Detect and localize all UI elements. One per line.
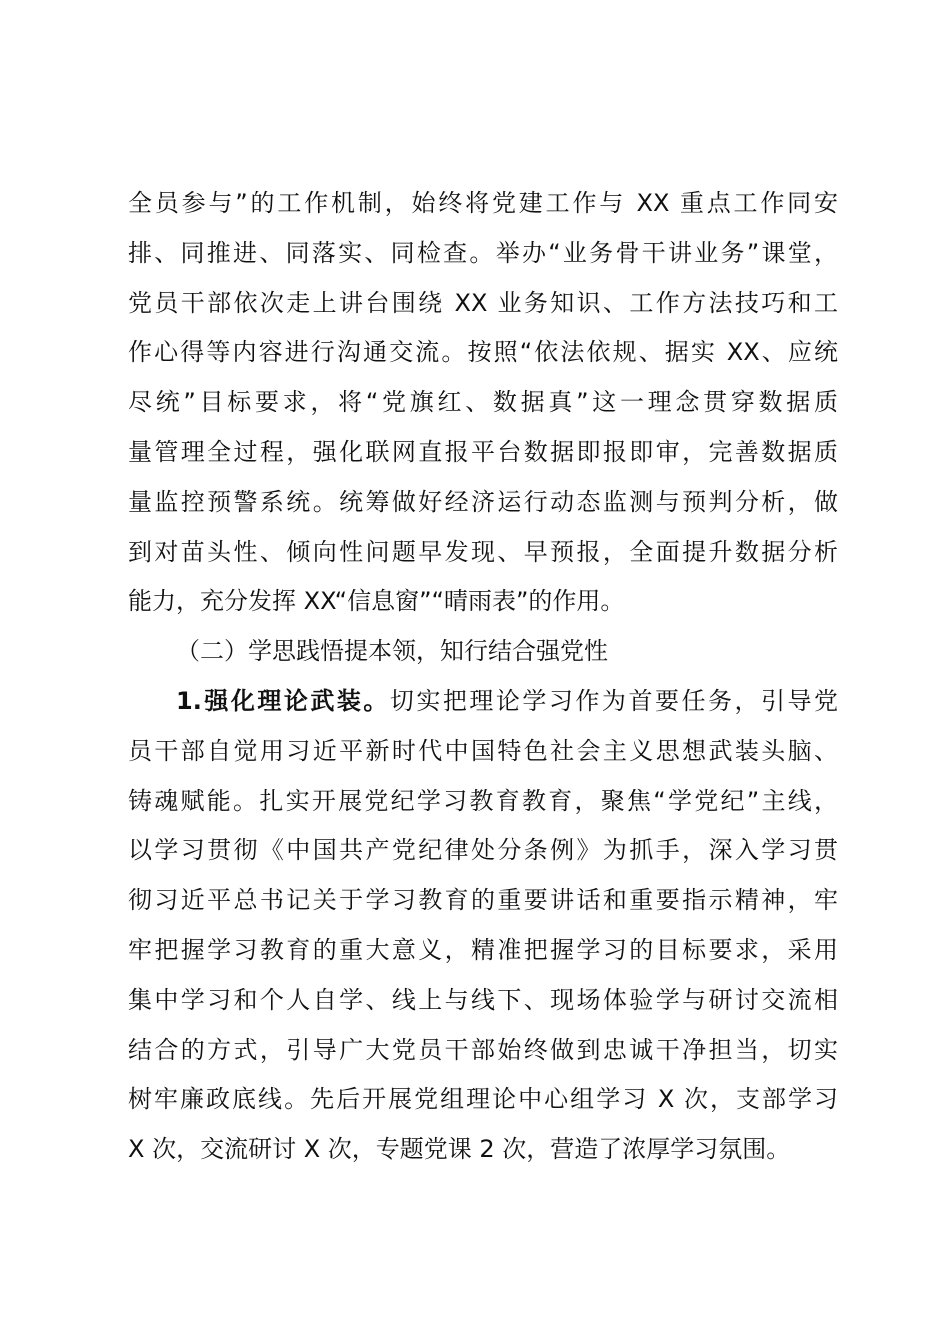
paragraph-line: 铸魂赋能。扎实开展党纪学习教育教育，聚焦“学党纪”主线， — [128, 786, 838, 815]
paragraph-line: 牢把握学习教育的重大意义，精准把握学习的目标要求，采用 — [128, 935, 838, 964]
paragraph-first-line — [128, 677, 838, 727]
paragraph-line: 树牢廉政底线。先后开展党组理论中心组学习 X 次，支部学习 — [128, 1085, 838, 1114]
paragraph-line: 排、同推进、同落实、同检查。举办“业务骨干讲业务”课堂， — [128, 238, 838, 267]
paragraph-line: 员干部自觉用习近平新时代中国特色社会主义思想武装头脑、 — [128, 736, 838, 765]
paragraph-line: 集中学习和个人自学、线上与线下、现场体验学与研讨交流相 — [128, 985, 838, 1014]
section-heading: （二）学思践悟提本领，知行结合强党性 — [176, 637, 608, 666]
paragraph-line: 量管理全过程，强化联网直报平台数据即报即审，完善数据质 — [128, 437, 838, 466]
paragraph-line: 量监控预警系统。统筹做好经济运行动态监测与预判分析，做 — [128, 487, 838, 516]
paragraph-lead: 1.强化理论武装。 — [176, 686, 390, 715]
paragraph-first-line-text: 切实把理论学习作为首要任务，引导党 — [389, 686, 838, 715]
body-text — [128, 179, 838, 1175]
paragraph-line: 党员干部依次走上讲台围绕 XX 业务知识、工作方法技巧和工 — [128, 288, 838, 317]
paragraph-line: 彻习近平总书记关于学习教育的重要讲话和重要指示精神，牢 — [128, 886, 838, 915]
paragraph-line: 以学习贯彻《中国共产党纪律处分条例》为抓手，深入学习贯 — [128, 836, 838, 865]
paragraph-line: 全员参与”的工作机制，始终将党建工作与 XX 重点工作同安 — [128, 189, 838, 217]
paragraph-line: 作心得等内容进行沟通交流。按照“依法依规、据实 XX、应统 — [128, 338, 838, 367]
paragraph-line: X 次，交流研讨 X 次，专题党课 2 次，营造了浓厚学习氛围。 — [128, 1135, 791, 1164]
paragraph-line: 结合的方式，引导广大党员干部始终做到忠诚干净担当，切实 — [128, 1035, 838, 1064]
paragraph-line: 能力，充分发挥 XX“信息窗”“晴雨表”的作用。 — [128, 587, 625, 616]
paragraph-line: 到对苗头性、倾向性问题早发现、早预报，全面提升数据分析 — [128, 537, 838, 566]
paragraph-line: 尽统”目标要求，将“党旗红、数据真”这一理念贯穿数据质 — [128, 388, 838, 417]
